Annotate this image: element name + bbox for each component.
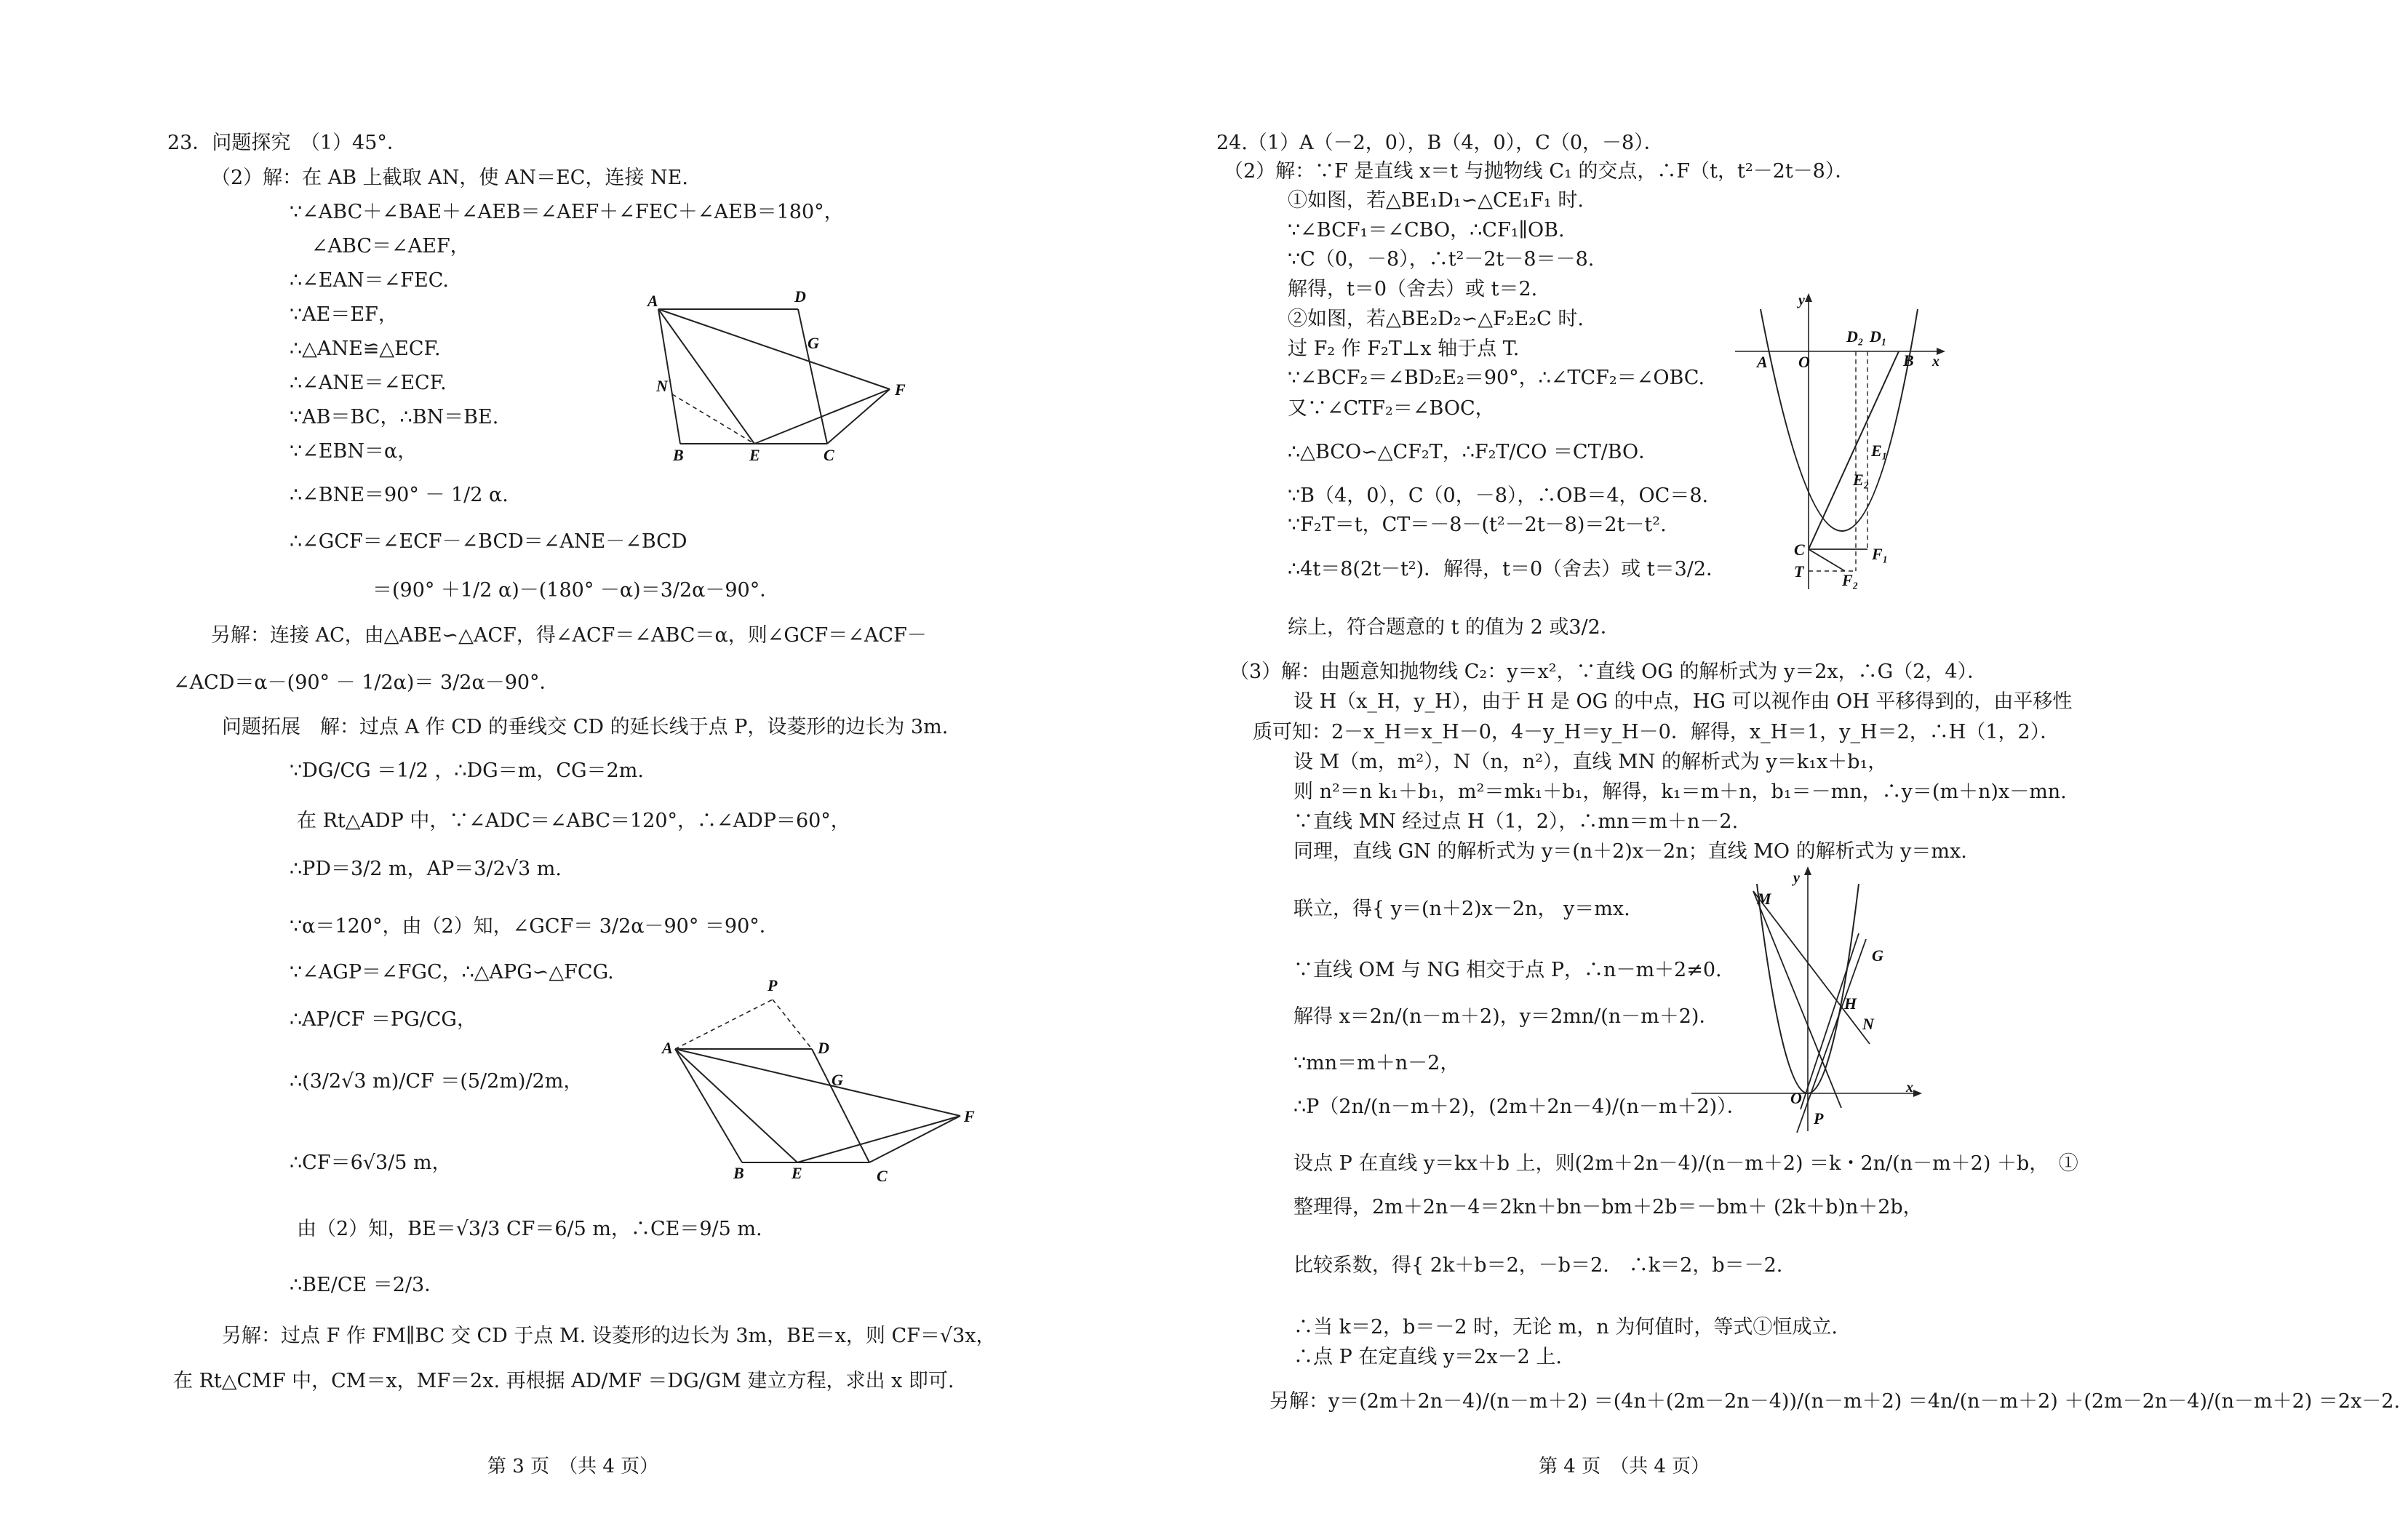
text-line: ∴CF＝6√3/5 m， (290, 1152, 452, 1174)
text-line: ∵直线 MN 经过点 H（1，2），∴mn＝m＋n－2. (1293, 810, 1739, 833)
point-label: A (1757, 353, 1768, 371)
figure-parabola-c2 (1684, 862, 1924, 1146)
point-label: P (1814, 1109, 1824, 1128)
text-line: ∵AB＝BC，∴BN＝BE. (290, 406, 499, 428)
alt-solution-line: 另解：过点 F 作 FM∥BC 交 CD 于点 M. 设菱形的边长为 3m，BE＝x，则 CF＝√3x， (222, 1325, 996, 1347)
point-label: O (1798, 353, 1810, 371)
alt-solution-line: 另解：y＝(2m＋2n－4)/(n－m＋2) ＝(4n＋(2m－2n－4))/(n－m＋2) ＝4n/(n－m＋2) ＋(2m－2n－4)/(n－m＋2) ＝2x－2. (1269, 1390, 2400, 1413)
point-label: E₂ (1853, 471, 1870, 489)
point-label: F (895, 380, 906, 399)
text-line: 解得 x＝2n/(n－m＋2)，y＝2mn/(n－m＋2)． (1293, 1005, 1719, 1028)
text-line: ∴∠EAN＝∠FEC. (290, 269, 449, 292)
text-line: ∴4t＝8(2t－t²)．解得，t＝0（舍去）或 t＝3/2． (1288, 558, 1726, 581)
text-line: ②如图，若△BE₂D₂∽△F₂E₂C 时. (1288, 308, 1584, 330)
point-label: D (818, 1039, 829, 1057)
point-label: F₁ (1872, 545, 1889, 563)
text-line: （2）解：在 AB 上截取 AN，使 AN＝EC，连接 NE. (211, 167, 688, 189)
point-label: F (964, 1107, 975, 1125)
text-line: 又∵∠CTF₂＝∠BOC， (1288, 397, 1495, 420)
text-line: ∴当 k＝2，b＝－2 时，无论 m，n 为何值时，等式①恒成立. (1293, 1316, 1838, 1338)
text-line: 比较系数，得{ 2k＋b＝2，－b＝2. ∴k＝2，b＝－2. (1293, 1254, 1783, 1277)
text-line: ∴PD＝3/2 m，AP＝3/2√3 m. (290, 858, 562, 880)
point-label: G (808, 334, 819, 352)
text-line: ∵直线 OM 与 NG 相交于点 P，∴n－m＋2≠0. (1293, 959, 1722, 981)
point-label: B (733, 1164, 744, 1182)
text-line: ∵∠BCF₁＝∠CBO，∴CF₁∥OB. (1288, 219, 1565, 242)
figure-parallelogram-1 (640, 287, 931, 473)
text-line: 综上，符合题意的 t 的值为 2 或3/2． (1288, 616, 1620, 639)
text-line: ∴∠BNE＝90° － 1/2 α. (290, 484, 509, 506)
text-line: ∵AE＝EF， (290, 303, 398, 326)
right-page (1091, 0, 2400, 1540)
axis-label: x (1906, 1080, 1913, 1096)
text-line: 则 n²＝n k₁＋b₁，m²＝mk₁＋b₁，解得，k₁＝m＋n，b₁＝－mn，∴y＝(m＋n)x－mn. (1293, 781, 2067, 803)
text-line: ∴P（2n/(n－m＋2)，(2m＋2n－4)/(n－m＋2)）． (1293, 1096, 1747, 1118)
point-label: B (1903, 351, 1914, 370)
text-line: 整理得，2m＋2n－4＝2kn＋bn－bm＋2b＝－bm＋ (2k＋b)n＋2b， (1293, 1196, 1923, 1218)
point-label: O (1790, 1089, 1802, 1107)
text-line: ∵∠AGP＝∠FGC，∴△APG∽△FCG. (290, 961, 614, 984)
point-label: G (1872, 946, 1883, 965)
text-line: ∴△BCO∽△CF₂T，∴F₂T/CO ＝CT/BO． (1288, 441, 1659, 463)
text-line: ＝(90° ＋1/2 α)－(180° －α)＝3/2α－90°． (372, 579, 780, 602)
text-line: 同理，直线 GN 的解析式为 y＝(n＋2)x－2n；直线 MO 的解析式为 y＝mx. (1293, 840, 1967, 863)
text-line: ∴AP/CF ＝PG/CG， (290, 1008, 477, 1031)
text-line: ∵mn＝m＋n－2， (1293, 1052, 1460, 1074)
text-line: ∵α＝120°，由（2）知，∠GCF＝ 3/2α－90° ＝90°． (290, 915, 779, 938)
point-label: M (1757, 890, 1771, 908)
point-label: H (1844, 994, 1857, 1013)
text-line: 设 H（x_H，y_H），由于 H 是 OG 的中点，HG 可以视作由 OH 平移得到的，由平移性 (1293, 690, 2073, 713)
axis-label: y (1798, 292, 1805, 308)
text-line: 解得，t＝0（舍去）或 t＝2. (1288, 278, 1538, 300)
text-line: ∴点 P 在定直线 y＝2x－2 上. (1293, 1346, 1562, 1368)
text-line: ∠ABC＝∠AEF， (311, 235, 470, 258)
point-label: F₂ (1842, 571, 1859, 589)
point-label: E (749, 446, 760, 464)
point-label: P (768, 976, 778, 994)
text-line: ∵DG/CG ＝1/2 ，∴DG＝m，CG＝2m. (290, 759, 644, 782)
point-label: D₁ (1870, 327, 1887, 346)
problem-24-heading: 24.（1）A（－2，0），B（4，0），C（0，－8）． (1216, 132, 1664, 154)
text-line: ∵∠EBN＝α， (290, 440, 418, 463)
point-label: C (824, 446, 834, 464)
figure-parabola-c1 (1731, 287, 1950, 593)
point-label: D (794, 287, 806, 306)
point-label: G (832, 1071, 843, 1089)
text-line: 联立，得{ y＝(n＋2)x－2n， y＝mx. (1293, 898, 1630, 920)
point-label: A (662, 1039, 673, 1057)
text-line: 由（2）知，BE＝√3/3 CF＝6/5 m，∴CE＝9/5 m. (297, 1218, 762, 1240)
text-line: ∵F₂T＝t，CT＝－8－(t²－2t－8)＝2t－t². (1288, 514, 1667, 536)
text-line: 设点 P 在直线 y＝kx＋b 上，则(2m＋2n－4)/(n－m＋2) ＝k・2n/(n－m＋2) ＋b， ① (1293, 1152, 2078, 1175)
text-line: ∴∠ANE＝∠ECF. (290, 372, 447, 394)
text-line: 在 Rt△ADP 中，∵∠ADC＝∠ABC＝120°，∴∠ADP＝60°， (297, 810, 850, 832)
text-line: ∵C（0，－8），∴t²－2t－8＝－8. (1288, 248, 1595, 271)
point-label: N (1862, 1015, 1874, 1033)
page-footer: 第 3 页 （共 4 页） (487, 1456, 659, 1477)
axis-label: x (1932, 354, 1939, 370)
figure-rhombus-2 (658, 975, 986, 1200)
text-line: （2）解：∵F 是直线 x＝t 与抛物线 C₁ 的交点，∴F（t，t²－2t－8）． (1224, 160, 1855, 183)
point-label: C (1794, 540, 1805, 559)
point-label: T (1794, 562, 1804, 581)
text-line: ∴∠GCF＝∠ECF－∠BCD＝∠ANE－∠BCD (290, 530, 687, 553)
text-line: ∵∠BCF₂＝∠BD₂E₂＝90°，∴∠TCF₂＝∠OBC. (1288, 367, 1705, 389)
alt-solution-line: 另解：连接 AC，由△ABE∽△ACF，得∠ACF＝∠ABC＝α，则∠GCF＝∠ACF－ (211, 624, 927, 647)
page-footer: 第 4 页 （共 4 页） (1539, 1456, 1710, 1477)
point-label: E (792, 1164, 802, 1182)
problem-23-heading: 23．问题探究 （1）45°． (167, 132, 407, 154)
left-page (0, 0, 1091, 1540)
text-line: ∴△ANE≌△ECF. (290, 338, 441, 360)
point-label: D₂ (1846, 327, 1864, 346)
text-line: 在 Rt△CMF 中，CM＝x，MF＝2x. 再根据 AD/MF ＝DG/GM 建立方程，求出 x 即可. (173, 1370, 954, 1392)
point-label: B (673, 446, 684, 464)
point-label: A (647, 292, 658, 310)
text-line: ∵B（4，0），C（0，－8），∴OB＝4，OC＝8. (1288, 484, 1709, 507)
point-label: C (877, 1167, 888, 1185)
problem-extension-heading: 问题拓展 解：过点 A 作 CD 的垂线交 CD 的延长线于点 P，设菱形的边长为 3m. (222, 716, 949, 738)
text-line: ∠ACD＝α－(90° － 1/2α)＝ 3/2α－90°． (173, 671, 559, 694)
point-label: N (656, 377, 668, 395)
text-line: ∴BE/CE ＝2/3． (290, 1274, 444, 1296)
point-label: E₁ (1871, 442, 1888, 460)
text-line: （3）解：由题意知抛物线 C₂：y＝x²，∵直线 OG 的解析式为 y＝2x，∴G（2，4）． (1229, 661, 1988, 683)
text-line: 设 M（m，m²），N（n，n²），直线 MN 的解析式为 y＝k₁x＋b₁， (1293, 751, 1888, 773)
axis-label: y (1793, 870, 1800, 886)
text-line: ∴(3/2√3 m)/CF ＝(5/2m)/2m， (290, 1070, 583, 1093)
text-line: ∵∠ABC＋∠BAE＋∠AEB＝∠AEF＋∠FEC＋∠AEB＝180°， (290, 201, 844, 223)
text-line: 过 F₂ 作 F₂T⊥x 轴于点 T. (1288, 338, 1520, 360)
text-line: 质可知：2－x_H＝x_H－0，4－y_H＝y_H－0．解得，x_H＝1，y_H＝2，∴H（1，2）． (1253, 721, 2060, 743)
text-line: ①如图，若△BE₁D₁∽△CE₁F₁ 时. (1288, 189, 1584, 212)
